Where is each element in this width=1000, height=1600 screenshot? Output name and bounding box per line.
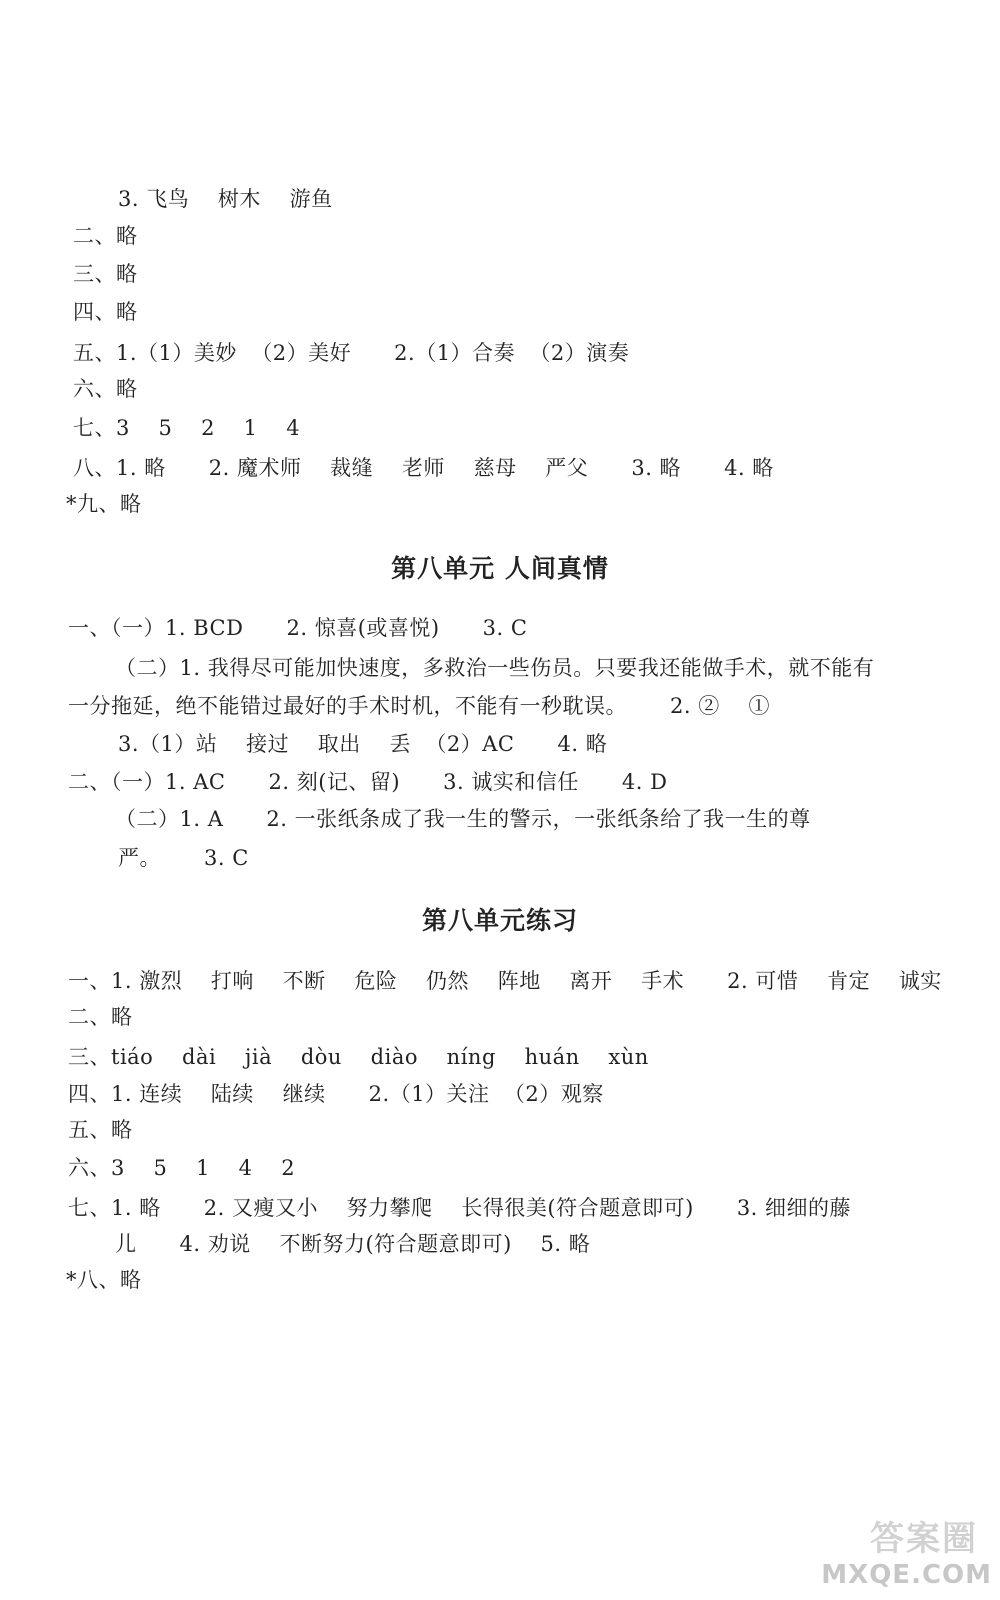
- answer-line: 3. 飞鸟 树木 游鱼: [118, 187, 333, 211]
- answer-line: 七、3 5 2 1 4: [73, 416, 301, 440]
- answer-line: （二）1. 我得尽可能加快速度，多救治一些伤员。只要我还能做手术，就不能有: [115, 656, 875, 680]
- answer-line: *九、略: [66, 492, 142, 516]
- answer-line: 三、略: [73, 262, 138, 286]
- answer-line: （二）1. A 2. 一张纸条成了我一生的警示，一张纸条给了我一生的尊: [115, 807, 811, 831]
- watermark-url: MXQE.COM: [821, 1560, 992, 1590]
- answer-line: 五、略: [68, 1118, 133, 1142]
- answer-line: 一、（一）1. BCD 2. 惊喜(或喜悦) 3. C: [68, 616, 528, 640]
- answer-line: 儿 4. 劝说 不断努力(符合题意即可) 5. 略: [115, 1232, 591, 1256]
- answer-line: 五、1.（1）美妙 （2）美好 2.（1）合奏 （2）演奏: [73, 341, 630, 365]
- answer-line: 二、（一）1. AC 2. 刻(记、留) 3. 诚实和信任 4. D: [68, 770, 668, 794]
- answer-line: 四、1. 连续 陆续 继续 2.（1）关注 （2）观察: [68, 1082, 604, 1106]
- answer-line: 六、略: [73, 377, 138, 401]
- answer-line: 一、1. 激烈 打响 不断 危险 仍然 阵地 离开 手术 2. 可惜 肯定 诚实: [68, 969, 942, 993]
- answer-line: 三、tiáo dài jià dòu diào níng huán xùn: [68, 1045, 649, 1069]
- answer-line: 3.（1）站 接过 取出 丢 （2）AC 4. 略: [118, 732, 608, 756]
- watermark-title: 答案圈: [870, 1519, 978, 1559]
- answer-line: 六、3 5 1 4 2: [68, 1156, 296, 1180]
- answer-line: 一分拖延，绝不能错过最好的手术时机，不能有一秒耽误。 2. ② ①: [68, 694, 770, 718]
- section-heading: 第八单元 人间真情: [391, 554, 609, 583]
- answer-line: 四、略: [73, 300, 138, 324]
- answer-line: 七、1. 略 2. 又瘦又小 努力攀爬 长得很美(符合题意即可) 3. 细细的藤: [68, 1196, 852, 1220]
- answer-line: 严。 3. C: [118, 846, 249, 870]
- answer-line: 二、略: [73, 224, 138, 248]
- answer-line: *八、略: [66, 1268, 142, 1292]
- answer-line: 二、略: [68, 1005, 133, 1029]
- section-heading: 第八单元练习: [421, 906, 578, 935]
- answer-line: 八、1. 略 2. 魔术师 裁缝 老师 慈母 严父 3. 略 4. 略: [73, 456, 774, 480]
